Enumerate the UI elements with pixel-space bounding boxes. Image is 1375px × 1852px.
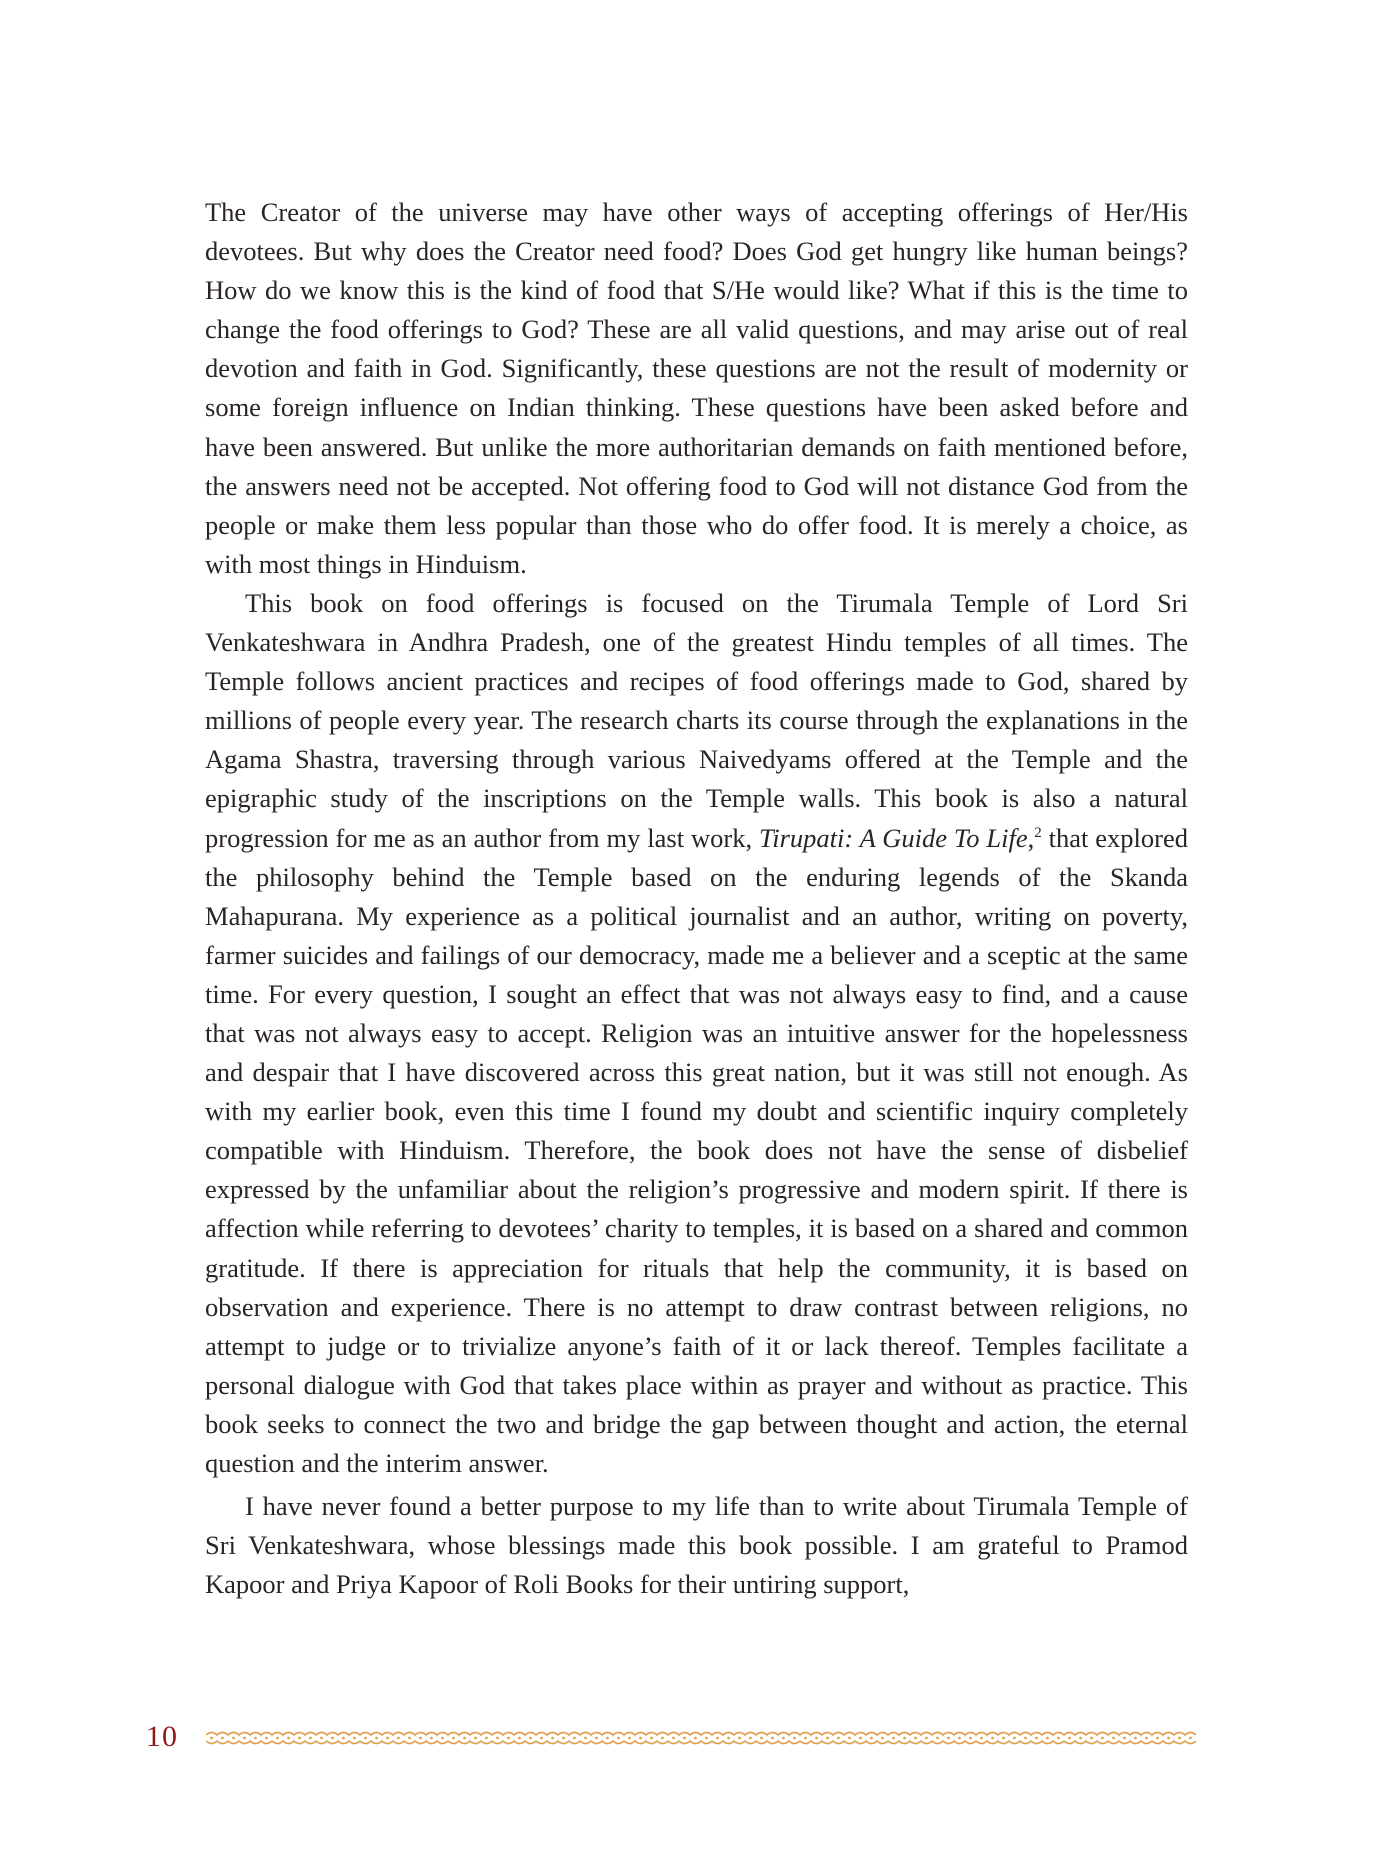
ornament-dot <box>650 1737 653 1740</box>
ornament-dot <box>672 1737 675 1740</box>
ornament-dot <box>232 1737 235 1740</box>
ornament-dot <box>958 1737 961 1740</box>
ornament-dot <box>287 1737 290 1740</box>
ornament-dot <box>1035 1737 1038 1740</box>
ornament-dot <box>1002 1737 1005 1740</box>
book-title-italic: Tirupati: A Guide To Life <box>758 822 1028 853</box>
ornament-dot <box>1178 1737 1181 1740</box>
ornament-dot <box>1101 1737 1104 1740</box>
ornament-dot <box>980 1737 983 1740</box>
ornament-dot <box>1057 1737 1060 1740</box>
ornament-dot <box>892 1737 895 1740</box>
ornament-dot <box>881 1737 884 1740</box>
ornament-dot <box>331 1737 334 1740</box>
paragraph-1: The Creator of the universe may have other ways of accepting offerings of Her/His devotees. But why does the Creator need food? Does God get hungry like human beings? How do we know this is the kind of food that S/He would like? What if this is the time to change the food offerings to God? These are all valid questions, and may arise out of real devotion and faith in God. Significantly, these questions are not the result of modernity or some foreign influence on Indian thinking. These questions have been asked before and have been answered. But unlike the more authoritarian demands on faith mentioned before, the answers need not be accepted. Not offering food to God will not distance God from the people or make them less popular than those who do offer food. It is merely a choice, as with most things in Hinduism. <box>205 197 1188 579</box>
ornament-dot <box>947 1737 950 1740</box>
ornament-dot <box>1156 1737 1159 1740</box>
ornament-dot <box>584 1737 587 1740</box>
ornament-dot <box>1079 1737 1082 1740</box>
ornament-dot <box>606 1737 609 1740</box>
title-comma: , <box>1027 822 1035 853</box>
paragraph-2-text-before: This book on food offerings is focused on the Tirumala Temple of Lord Sri Venkateshwara in Andhra Pradesh, one of the greatest Hindu temples of all times. The Temple follows ancient practices and recipes of food offerings made to God, shared by millions of people every year. The research charts its course through the explanations in the Agama Shastra, traversing through various Naivedyams offered at the Temple and the epigraphic study of the inscriptions on the Temple walls. This book is also a natural progression for me as an author from my last work, <box>205 587 1188 853</box>
ornament-dot <box>243 1737 246 1740</box>
ornament-dot <box>430 1737 433 1740</box>
ornament-dot <box>694 1737 697 1740</box>
ornament-dot <box>815 1737 818 1740</box>
decorative-border-ornament <box>206 1728 1196 1748</box>
ornament-dot <box>265 1737 268 1740</box>
ornament-dot <box>617 1737 620 1740</box>
ornament-dot <box>1123 1737 1126 1740</box>
ornament-dot <box>474 1737 477 1740</box>
ornament-dot <box>397 1737 400 1740</box>
ornament-dot <box>496 1737 499 1740</box>
ornament-dot <box>353 1737 356 1740</box>
ornament-dot <box>551 1737 554 1740</box>
ornament-dot <box>309 1737 312 1740</box>
ornament-dot <box>936 1737 939 1740</box>
ornament-dot <box>991 1737 994 1740</box>
ornament-dot <box>573 1737 576 1740</box>
page-number: 10 <box>146 1720 178 1753</box>
ornament-dot <box>210 1737 213 1740</box>
ornament-dot <box>837 1737 840 1740</box>
ornament-dot <box>760 1737 763 1740</box>
ornament-dot <box>221 1737 224 1740</box>
paragraph-2-text-after: that explored the philosophy behind the Temple based on the enduring legends of the Skanda Mahapurana. My experience as a political journalist and an author, writing on poverty, farmer suicides and failings of our democracy, made me a believer and a sceptic at the same time. For every question, I sought an effect that was not always easy to find, and a cause that was not always easy to accept. Religion was an intuitive answer for the hopelessness and despair that I have discovered across this great nation, but it was still not enough. As with my earlier book, even this time I found my doubt and scientific inquiry completely compatible with Hinduism. Therefore, the book does not have the sense of disbelief expressed by the unfamiliar about the religion’s progressive and modern spirit. If there is affection while referring to devotees’ charity to temples, it is based on a shared and common gratitude. If there is appreciation for rituals that help the community, it is based on observation and experience. There is no attempt to draw contrast between religions, no attempt to judge or to trivialize anyone’s faith of it or lack thereof. Temples facilitate a personal dialogue with God that takes place within as prayer and without as practice. This book seeks to connect the two and bridge the gap between thought and action, the eternal question and the interim answer. <box>205 822 1188 1478</box>
ornament-dot <box>639 1737 642 1740</box>
ornament-dot <box>1145 1737 1148 1740</box>
ornament-dot <box>452 1737 455 1740</box>
ornament-dot <box>661 1737 664 1740</box>
ornament-wave-bottom <box>206 1741 1196 1744</box>
ornament-dot <box>1024 1737 1027 1740</box>
ornament-dot <box>793 1737 796 1740</box>
ornament-dot <box>716 1737 719 1740</box>
ornament-dot <box>562 1737 565 1740</box>
paragraph-2 <box>205 584 1188 1483</box>
ornament-dot <box>1189 1737 1192 1740</box>
ornament-dot <box>826 1737 829 1740</box>
ornament-dot <box>738 1737 741 1740</box>
ornament-dot <box>518 1737 521 1740</box>
ornament-dot <box>1090 1737 1093 1740</box>
ornament-dot <box>441 1737 444 1740</box>
ornament-dot <box>463 1737 466 1740</box>
ornament-dot <box>859 1737 862 1740</box>
ornament-dot <box>727 1737 730 1740</box>
ornament-dot <box>1046 1737 1049 1740</box>
ornament-wave-top <box>206 1733 1196 1736</box>
ornament-dot <box>782 1737 785 1740</box>
ornament-dot <box>1068 1737 1071 1740</box>
body-text <box>205 193 1188 1604</box>
page-footer <box>146 1718 1196 1758</box>
ornament-dot <box>386 1737 389 1740</box>
ornament-dot <box>529 1737 532 1740</box>
ornament-dot <box>298 1737 301 1740</box>
ornament-dot <box>1112 1737 1115 1740</box>
ornament-dot <box>903 1737 906 1740</box>
ornament-dot <box>276 1737 279 1740</box>
ornament-dot <box>1134 1737 1137 1740</box>
ornament-dot <box>485 1737 488 1740</box>
ornament-dot <box>771 1737 774 1740</box>
ornament-dot <box>628 1737 631 1740</box>
ornament-dot <box>870 1737 873 1740</box>
ornament-dot <box>375 1737 378 1740</box>
ornament-dot <box>1013 1737 1016 1740</box>
ornament-dot <box>1167 1737 1170 1740</box>
ornament-dot <box>419 1737 422 1740</box>
ornament-dot <box>595 1737 598 1740</box>
ornament-dot <box>683 1737 686 1740</box>
ornament-dot <box>804 1737 807 1740</box>
ornament-dot <box>408 1737 411 1740</box>
ornament-dot <box>705 1737 708 1740</box>
ornament-dot <box>507 1737 510 1740</box>
ornament-dot <box>320 1737 323 1740</box>
ornament-dot <box>342 1737 345 1740</box>
ornament-dot <box>540 1737 543 1740</box>
footnote-marker[interactable]: 2 <box>1034 824 1042 841</box>
ornament-dot <box>749 1737 752 1740</box>
ornament-dot <box>848 1737 851 1740</box>
ornament-dot <box>914 1737 917 1740</box>
ornament-dot <box>969 1737 972 1740</box>
ornament-dot <box>364 1737 367 1740</box>
paragraph-3: I have never found a better purpose to my life than to write about Tirumala Temple of Sri Venkateshwara, whose blessings made this book possible. I am grateful to Pramod Kapoor and Priya Kapoor of Roli Books for their untiring support, <box>205 1491 1188 1600</box>
ornament-dot <box>925 1737 928 1740</box>
ornament-dot <box>254 1737 257 1740</box>
